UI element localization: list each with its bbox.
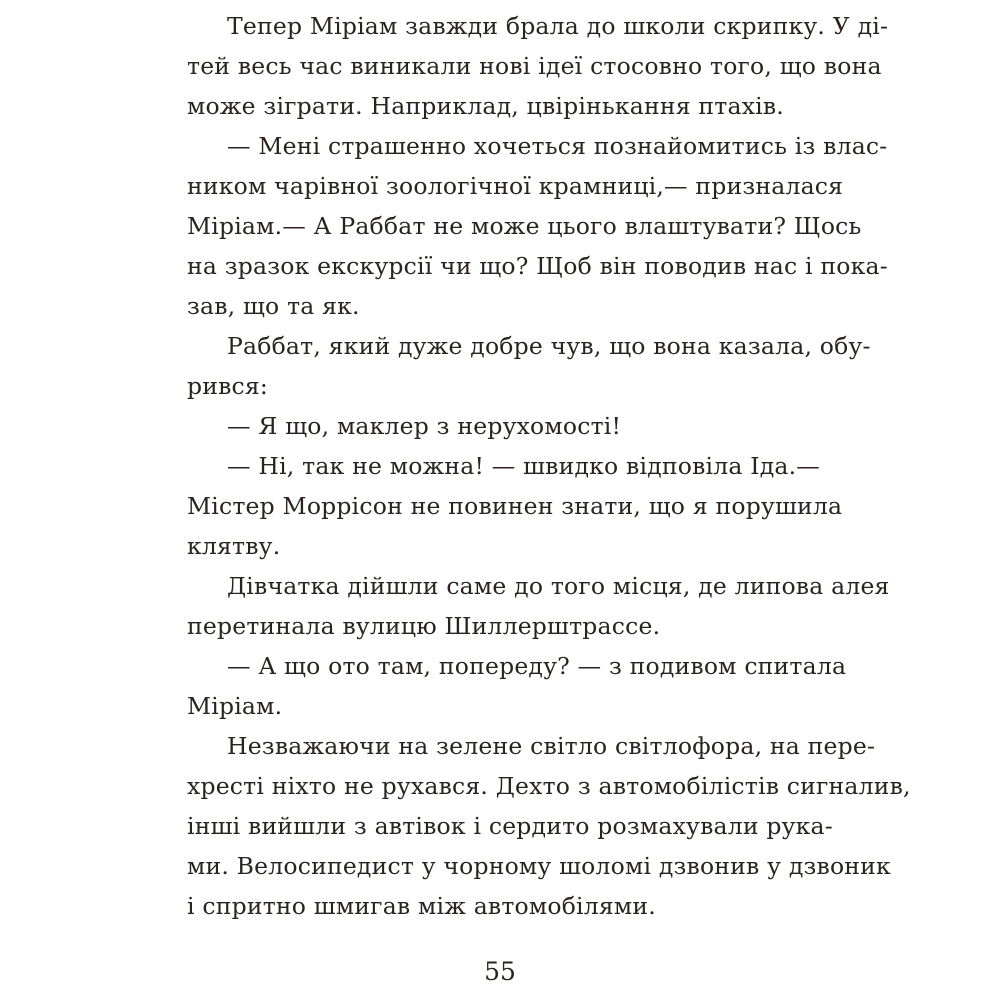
text-line: рився: bbox=[187, 372, 269, 400]
page-number: 55 bbox=[484, 957, 516, 986]
text-line: і спритно шмигав між автомобілями. bbox=[187, 892, 656, 920]
text-line: — Мені страшенно хочеться познайомитись із влас- bbox=[227, 132, 888, 160]
text-line: зав, що та як. bbox=[187, 292, 360, 320]
text-line: Раббат, який дуже добре чув, що вона казала, обу- bbox=[227, 332, 871, 360]
text-line: ником чарівної зоологічної крамниці,— призналася bbox=[187, 172, 844, 200]
text-line: Незважаючи на зелене світло світлофора, на пере- bbox=[227, 732, 876, 760]
text-line: — А що ото там, попереду? — з подивом спитала bbox=[227, 652, 847, 680]
text-line: Міріам. bbox=[187, 692, 283, 720]
text-line: — Ні, так не можна! — швидко відповіла Іда.— bbox=[227, 452, 820, 480]
text-line: Дівчатка дійшли саме до того місця, де липова алея bbox=[227, 572, 890, 600]
text-line: перетинала вулицю Шиллерштрассе. bbox=[187, 612, 661, 640]
text-line: Містер Моррісон не повинен знати, що я порушила bbox=[187, 492, 843, 520]
text-line: клятву. bbox=[187, 532, 281, 560]
text-line: Міріам.— А Раббат не може цього влаштувати? Щось bbox=[187, 212, 862, 240]
text-line: Тепер Міріам завжди брала до школи скрипку. У ді- bbox=[227, 12, 889, 40]
text-line: може зіграти. Наприклад, цвірінькання птахів. bbox=[187, 92, 784, 120]
text-line: ми. Велосипедист у чорному шоломі дзвонив у дзвоник bbox=[187, 852, 891, 880]
text-line: інші вийшли з автівок і сердито розмахували рука- bbox=[187, 812, 833, 840]
text-line: тей весь час виникали нові ідеї стосовно того, що вона bbox=[187, 52, 882, 80]
text-line: хресті ніхто не рухався. Дехто з автомобілістів сигналив, bbox=[187, 772, 911, 800]
text-line: на зразок екскурсії чи що? Щоб він поводив нас і пока- bbox=[187, 252, 888, 280]
text-line: — Я що, маклер з нерухомості! bbox=[227, 412, 622, 440]
